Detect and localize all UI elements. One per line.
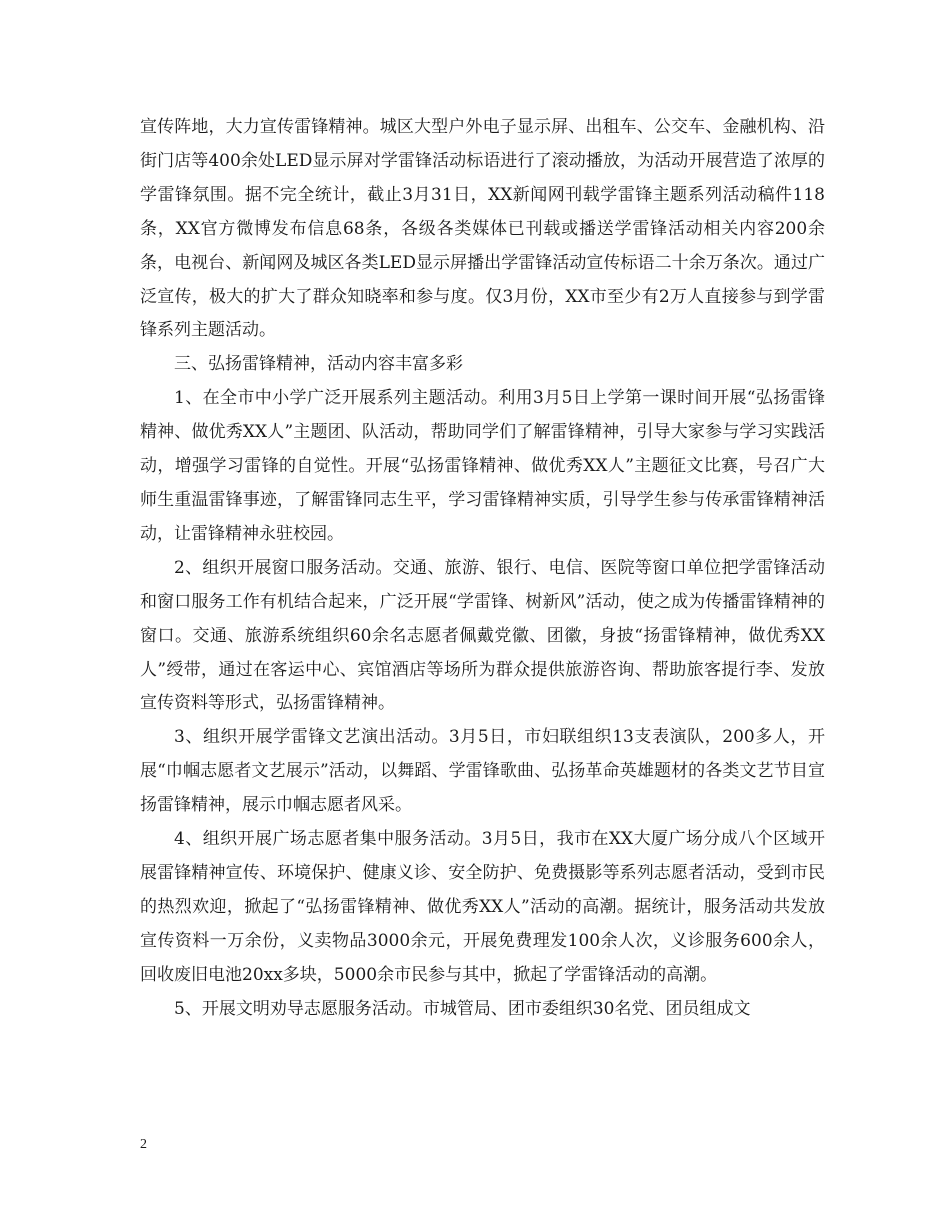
paragraph-item-5: 5、开展文明劝导志愿服务活动。市城管局、团市委组织30名党、团员组成文 [174,998,751,1019]
document-body [140,111,825,1026]
paragraph-item-1: 1、在全市中小学广泛开展系列主题活动。利用3月5日上学第一课时间开展“弘扬雷锋精神、做优秀XX人”主题团、队活动，帮助同学们了解雷锋精神，引导大家参与学习实践活动，增强学习雷锋的自觉性。开展“弘扬雷锋精神、做优秀XX人”主题征文比赛，号召广大师生重温雷锋事迹，了解雷锋同志生平，学习雷锋精神实质，引导学生参与传承雷锋精神活动，让雷锋精神永驻校园。 [140,388,825,544]
paragraph-1: 宣传阵地，大力宣传雷锋精神。城区大型户外电子显示屏、出租车、公交车、金融机构、沿街门店等400余处LED显示屏对学雷锋活动标语进行了滚动播放，为活动开展营造了浓厚的学雷锋氛围。据不完全统计，截止3月31日，XX新闻网刊载学雷锋主题系列活动稿件118条，XX官方微博发布信息68条，各级各类媒体已刊载或播送学雷锋活动相关内容200余条，电视台、新闻网及城区各类LED显示屏播出学雷锋活动宣传标语二十余万条次。通过广泛宣传，极大的扩大了群众知晓率和参与度。仅3月份，XX市至少有2万人直接参与到学雷锋系列主题活动。 [140,117,825,341]
paragraph-item-2: 2、组织开展窗口服务活动。交通、旅游、银行、电信、医院等窗口单位把学雷锋活动和窗口服务工作有机结合起来，广泛开展“学雷锋、树新风”活动，使之成为传播雷锋精神的窗口。交通、旅游系统组织60余名志愿者佩戴党徽、团徽，身披“扬雷锋精神，做优秀XX人”绶带，通过在客运中心、宾馆酒店等场所为群众提供旅游咨询、帮助旅客提行李、发放宣传资料等形式，弘扬雷锋精神。 [140,557,825,714]
page-number: 2 [140,1137,147,1152]
section-heading: 三、弘扬雷锋精神，活动内容丰富多彩 [174,354,463,375]
paragraph-item-3: 3、组织开展学雷锋文艺演出活动。3月5日，市妇联组织13支表演队，200多人，开展“巾帼志愿者文艺展示”活动，以舞蹈、学雷锋歌曲、弘扬革命英雄题材的各类文艺节目宣扬雷锋精神，展示巾帼志愿者风采。 [140,727,825,816]
paragraph-item-4: 4、组织开展广场志愿者集中服务活动。3月5日，我市在XX大厦广场分成八个区域开展雷锋精神宣传、环境保护、健康义诊、安全防护、免费摄影等系列志愿者活动，受到市民的热烈欢迎，掀起了“弘扬雷锋精神、做优秀XX人”活动的高潮。据统计，服务活动共发放宣传资料一万余份，义卖物品3000余元，开展免费理发100余人次，义诊服务600余人，回收废旧电池20xx多块，5000余市民参与其中，掀起了学雷锋活动的高潮。 [140,829,825,985]
